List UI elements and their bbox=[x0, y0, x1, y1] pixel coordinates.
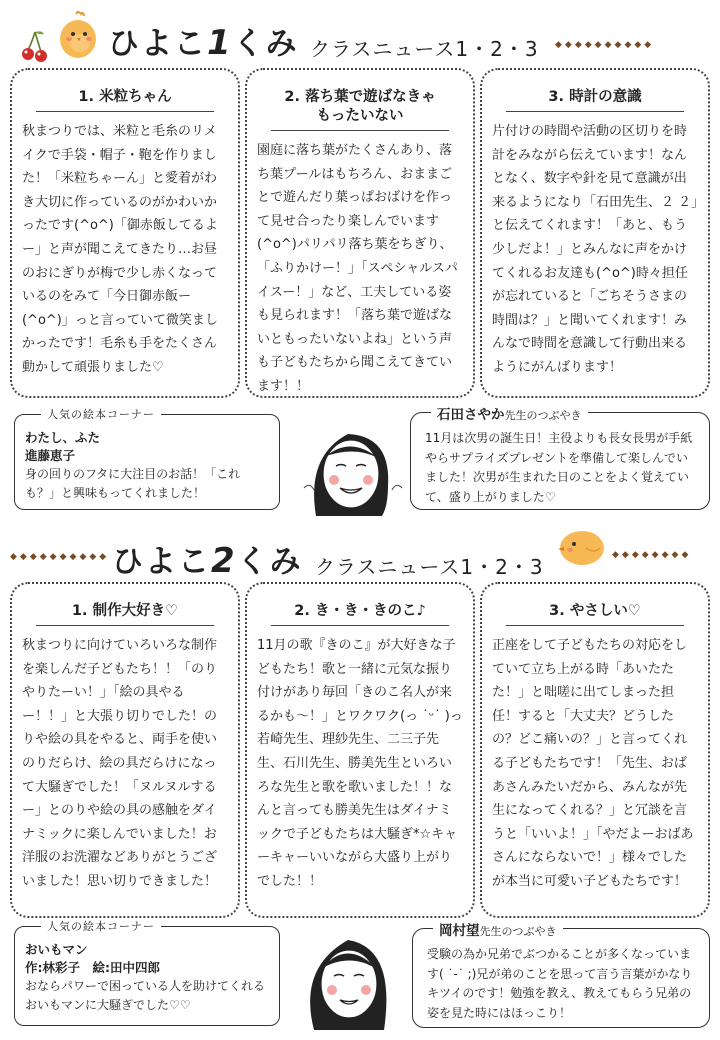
picture-book-tag: 人気の絵本コーナー bbox=[41, 918, 161, 934]
teacher-note-text: 受験の為か兄弟でぶつかることが多くなっています( ˙-˙ ;)兄が弟のことを思って言う言葉がかなりキツイのです！勉強を教え、教えてもらう兄弟の姿を見た時にはほっこり！ bbox=[427, 947, 693, 1020]
topic-heading: 1. 米粒ちゃん bbox=[36, 88, 214, 112]
teacher-note-tag: 岡村望先生のつぶやき bbox=[433, 919, 563, 939]
class1-topic-1 bbox=[10, 68, 240, 398]
topic-body: 正座をして子どもたちの対応をしていて立ち上がる時「あいたたた！」と咄嗟に出てしまった担任！すると「大丈夫？どうしたの？どこ痛いの？」と言ってくれる子どもたちです！「先生、おばあさんみたいだから、みんなが先生になってくれる？」と冗談を言うと「いいよ！」「やだよーおばあさんにならないで！」様々でしたが本当に可愛い子どもたちです！ bbox=[492, 638, 694, 889]
chick-icon bbox=[556, 524, 606, 568]
class2-section bbox=[0, 530, 720, 1040]
leaf-garland-icon: ◆◆◆◆◆◆◆◆ bbox=[612, 550, 692, 560]
topic-heading: 3. 時計の意識 bbox=[506, 88, 684, 112]
book-description: 身の回りのフタに大注目のお話！「これも？」と興味もってくれました！ bbox=[25, 467, 241, 500]
book-title: わたし、ふた bbox=[25, 430, 101, 445]
teacher-name: 岡村望 bbox=[439, 923, 480, 939]
topic-body: 片付けの時間や活動の区切りを時計をみながら伝えています！なんとなく、数字や針を見て意識が出来るようになり「石田先生、２ ２」と伝えてくれます！「あと、もう少しだよ！」とみんなに声をかけてくれるお友達も(^o^)時々担任が忘れていると「ごちそうさまの時間は？」と聞いてくれます！みんなで時間を意識して行動出来るようにがんばります！ bbox=[492, 124, 698, 375]
topic-heading: 1. 制作大好き♡ bbox=[36, 602, 214, 626]
class1-teacher-note bbox=[410, 407, 710, 510]
teacher-note-tag: 石田さやか先生のつぶやき bbox=[431, 403, 588, 423]
class1-picture-book-corner bbox=[14, 408, 280, 510]
class1-topic-3 bbox=[480, 68, 710, 398]
topic-body: 秋まつりに向けていろいろな制作を楽しんだ子どもたち！！「のりやりたーい！」「絵の具やるー！！」と大張り切りでした！のりや絵の具をやると、両手を使いのりだらけ、絵の具だらけになって大騒ぎでした！「ヌルヌルするー」とのりや絵の具の感触をダイナミックに楽しんでいました！お洋服のお洗濯などありがとうございました！思い切りできました！ bbox=[22, 638, 218, 889]
leaf-garland-icon: ◆◆◆◆◆◆◆◆◆◆ bbox=[555, 40, 655, 50]
topic-heading: 2. き・き・きのこ♪ bbox=[271, 602, 449, 626]
book-author: 進藤恵子 bbox=[25, 448, 76, 463]
chick-icon bbox=[56, 10, 100, 60]
teacher-name: 石田さやか bbox=[437, 407, 505, 423]
class2-topic-2 bbox=[245, 582, 475, 918]
picture-book-tag: 人気の絵本コーナー bbox=[41, 406, 161, 422]
teacher-portrait-okamura bbox=[292, 918, 406, 1038]
topic-body: 11月の歌『きのこ』が大好きな子どもたち！歌と一緒に元気な振り付けがあり毎回「きのこ名人が来るかも～！」とワクワク(っ ˙ᵕ˙ )っ若崎先生、理紗先生、二三子先生、石川先生、勝美先生といろいろな先生と歌を歌いました！！なんと言っても勝美先生はダイナミックで子どもたちは大騒ぎ*☆キャーキャーいいながら大盛り上がりでした！！ bbox=[257, 638, 463, 889]
teacher-note-text: 11月は次男の誕生日！主役よりも長女長男が手紙やらサプライズプレゼントを準備して楽しんでいました！次男が生まれた日のことをよく覚えていて、盛り上がりました♡ bbox=[425, 431, 693, 504]
class2-subtitle: クラスニュース1・2・3 bbox=[315, 555, 544, 579]
class2-picture-book-corner bbox=[14, 920, 280, 1026]
teacher-portrait-ishida bbox=[296, 416, 406, 520]
class2-topic-3 bbox=[480, 582, 710, 918]
book-author: 作:林彩子 絵:田中四郎 bbox=[25, 960, 160, 975]
class1-title: ひよこ1くみ bbox=[108, 23, 299, 63]
class1-topic-2 bbox=[245, 68, 475, 398]
topic-body: 秋まつりでは、米粒と毛糸のリメイクで手袋・帽子・鞄を作りました！「米粒ちゃーん」と愛着がわき大切に作っているのがかわいかったです(^o^)「御赤飯してるよー」と声が聞こえてきたり…お昼のおにぎりが梅で少し赤くなっているのをみて「今日御赤飯ー(^o^)」っと言っていて微笑ましかったです！毛糸も手をたくさん動かして頑張りました♡ bbox=[22, 124, 218, 375]
class2-teacher-note bbox=[412, 923, 710, 1028]
class2-title: ひよこ2くみ bbox=[112, 541, 303, 581]
book-description: おならパワーで困っている人を助けてくれるおいもマンに大騒ぎでした♡♡ bbox=[25, 979, 266, 1012]
class2-topic-1 bbox=[10, 582, 240, 918]
book-title: おいもマン bbox=[25, 942, 88, 957]
leaf-garland-icon: ◆◆◆◆◆◆◆◆◆◆ bbox=[10, 552, 110, 562]
topic-heading: 3. やさしい♡ bbox=[506, 602, 684, 626]
topic-heading: 2. 落ち葉で遊ばなきゃ もったいない bbox=[271, 88, 449, 131]
topic-body: 園庭に落ち葉がたくさんあり、落ち葉プールはもちろん、おままごとで遊んだり葉っぱおばけを作って見せ合ったり楽しんでいます(^o^)パリパリ落ち葉をちぎり、「ふりかけー！」「スペシャルスパイスー！」など、工夫している姿も見られます！「落ち葉で遊ばないともったいないよね」という声も子どもたちから聞こえてきています！！ bbox=[257, 143, 458, 394]
class1-subtitle: クラスニュース1・2・3 bbox=[310, 37, 539, 61]
cherry-icon bbox=[20, 28, 50, 64]
